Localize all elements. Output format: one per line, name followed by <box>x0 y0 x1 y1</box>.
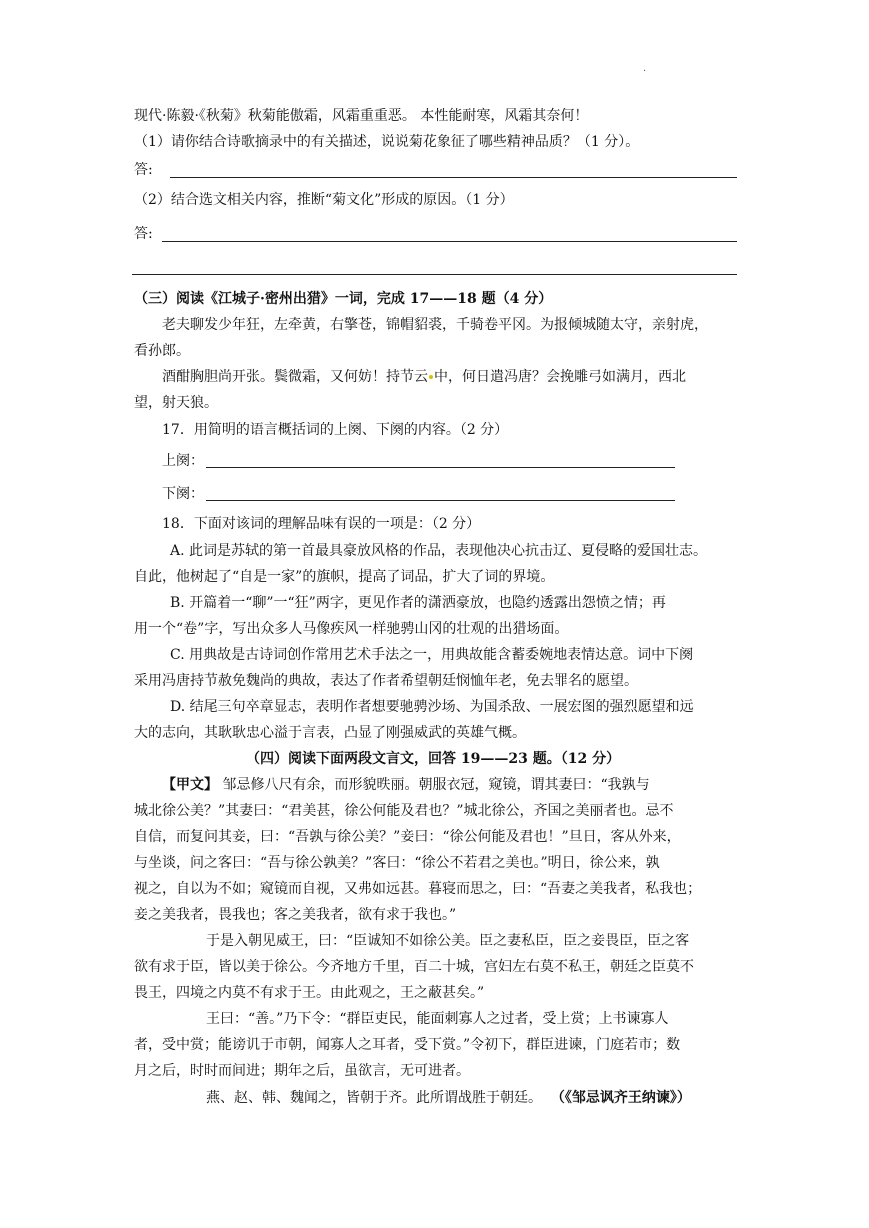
jia-line-5: 视之，自以为不如；窥镜而自视，又弗如远甚。暮寝而思之，曰：“吾妻之美我者，私我也； <box>134 881 702 897</box>
poem-excerpt-line: 现代·陈毅·《秋菊》秋菊能傲霜，风霜重重恶。 本性能耐寒，风霜其奈何！ <box>134 108 589 124</box>
option-b-line-1: B. 开篇着一“聊”一“狂”两字，更见作者的潇洒豪放，也隐约透露出怨愤之情；再 <box>170 595 666 611</box>
jia-line-3: 自信，而复问其妾，曰：“吾孰与徐公美？”妾曰：“徐公何能及君也！”旦日，客从外来， <box>134 829 681 845</box>
lower-stanza-answer-line[interactable] <box>206 500 675 501</box>
upper-stanza-answer-line[interactable] <box>206 467 675 468</box>
ci-paragraph-1-line-1: 老夫聊发少年狂，左牵黄，右擎苍，锦帽貂裘，千骑卷平冈。为报倾城随太守，亲射虎， <box>162 317 708 333</box>
section-4-title: （四）阅读下面两段文言文，回答 19——23 题。（12 分） <box>246 751 621 767</box>
option-c-line-1: C. 用典故是古诗词创作常用艺术手法之一，用典故能含蓄委婉地表情达意。词中下阕 <box>170 647 694 663</box>
answer-label-2: 答: <box>134 226 153 242</box>
jia-line-2: 城北徐公美？”其妻曰：“君美甚，徐公何能及君也？”城北徐公，齐国之美丽者也。忌不 <box>134 803 674 819</box>
jia-line-1-text: 邹忌修八尺有余，而形貌昳丽。朝服衣冠，窥镜，谓其妻曰：“我孰与 <box>222 777 650 793</box>
ci-paragraph-2-line-2: 望，射天狼。 <box>134 395 218 411</box>
answer-line-1[interactable] <box>170 177 737 178</box>
paragraph-3-line-3: 月之后，时时而间进；期年之后，虽欲言，无可进者。 <box>134 1063 470 1079</box>
ci-paragraph-2-line-1 <box>162 367 686 387</box>
option-d-line-1: D. 结尾三句卒章显志，表明作者想要驰骋沙场、为国杀敌、一展宏图的强烈愿望和远 <box>170 699 694 715</box>
lower-stanza-label: 下阕： <box>162 486 204 502</box>
option-a-line-2: 自此，他树起了“自是一家”的旗帜，提高了词品，扩大了词的界境。 <box>134 569 555 585</box>
ci-paragraph-1-line-2: 看孙郎。 <box>134 343 190 359</box>
question-1: （1）请你结合诗歌摘录中的有关描述，说说菊花象征了哪些精神品质？（1 分）。 <box>134 134 640 150</box>
option-a-line-1: A. 此词是苏轼的第一首最具豪放风格的作品，表现他决心抗击辽、夏侵略的爱国壮志。 <box>170 543 708 559</box>
answer-label-1: 答: <box>134 162 153 178</box>
answer-line-2a[interactable] <box>162 241 737 242</box>
jia-line-6: 妾之美我者，畏我也；客之美我者，欲有求于我也。” <box>134 907 457 923</box>
option-d-line-2: 大的志向，其耿耿忠心溢于言表，凸显了刚强威武的英雄气概。 <box>134 725 526 741</box>
paragraph-3-line-1: 王曰：“善。”乃下令：“群臣吏民，能面刺寡人之过者，受上赏；上书谏寡人 <box>206 1011 669 1027</box>
paragraph-2-line-1: 于是入朝见威王，曰：“臣诚知不如徐公美。臣之妻私臣，臣之妾畏臣，臣之客 <box>206 933 690 949</box>
highlight-mark <box>429 375 433 379</box>
jia-line-4: 与坐谈，问之客曰：“吾与徐公孰美？”客曰：“徐公不若君之美也。”明日，徐公来，孰 <box>134 855 660 871</box>
section-3-title: （三）阅读《江城子·密州出猎》一词，完成 17——18 题（4 分） <box>134 291 553 307</box>
question-2: （2）结合选文相关内容，推断“菊文化”形成的原因。（1 分） <box>134 192 514 208</box>
answer-line-2b[interactable] <box>132 274 737 275</box>
header-dot: · <box>643 66 647 77</box>
question-17: 17．用简明的语言概括词的上阕、下阕的内容。（2 分） <box>162 422 509 438</box>
ci-paragraph-2-part-2: 中，何日遣冯唐？会挽雕弓如满月，西北 <box>434 369 686 385</box>
upper-stanza-label: 上阕： <box>162 453 204 469</box>
paragraph-3-line-2: 者，受中赏；能谤讥于市朝，闻寡人之耳者，受下赏。”令初下，群臣进谏，门庭若市；数 <box>134 1037 681 1053</box>
paragraph-4-line-1 <box>206 1088 691 1108</box>
option-c-line-2: 采用冯唐持节赦免魏尚的典故，表达了作者希望朝廷悯恤年老，免去罪名的愿望。 <box>134 673 638 689</box>
jia-label: 【甲文】 <box>162 777 218 793</box>
ci-paragraph-2-part-1: 酒酣胸胆尚开张。鬓微霜，又何妨！持节云 <box>162 369 428 385</box>
jia-line-1 <box>162 775 650 795</box>
option-b-line-2: 用一个“卷”字，写出众多人马像疾风一样驰骋山冈的壮观的出猎场面。 <box>134 621 569 637</box>
paragraph-4-text: 燕、赵、韩、魏闻之，皆朝于齐。此所谓战胜于朝廷。 <box>206 1090 542 1106</box>
paragraph-2-line-3: 畏王，四境之内莫不有求于王。由此观之，王之蔽甚矣。” <box>134 985 485 1001</box>
question-18: 18．下面对该词的理解品味有误的一项是：（2 分） <box>162 516 481 532</box>
source-citation: （《邹忌讽齐王纳谏》） <box>550 1090 691 1106</box>
paragraph-2-line-2: 欲有求于臣，皆以美于徐公。今齐地方千里，百二十城，宫妇左右莫不私王，朝廷之臣莫不 <box>134 959 694 975</box>
